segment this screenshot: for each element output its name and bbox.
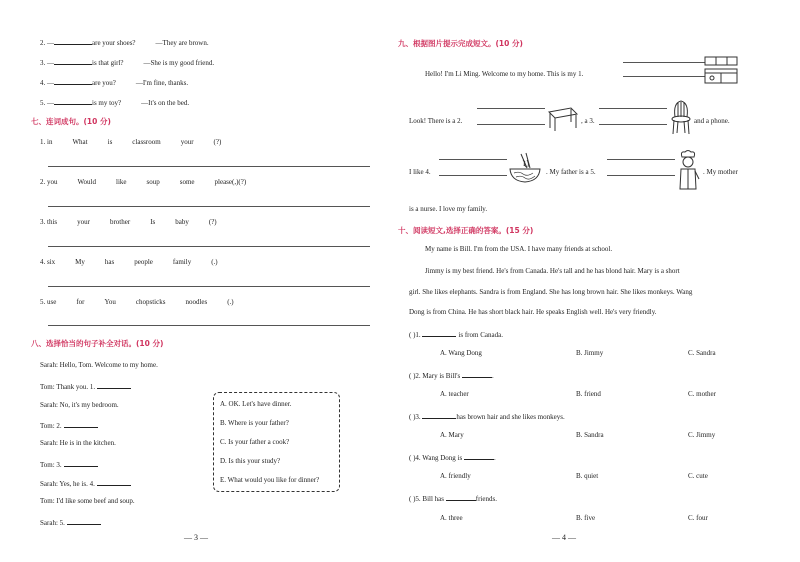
answer-line[interactable] [607, 159, 675, 160]
answer-blank[interactable] [54, 77, 92, 85]
answer-line[interactable] [623, 76, 705, 77]
answer-line[interactable] [48, 206, 370, 207]
answer-line[interactable] [477, 108, 545, 109]
s9-nurse: is a nurse. I love my family. [409, 205, 488, 213]
answer-line[interactable] [607, 175, 675, 176]
answer-blank[interactable] [64, 420, 98, 428]
s9-like: I like 4. [409, 168, 431, 176]
dialogue-line: Sarah: Hello, Tom. Welcome to my home. [40, 361, 158, 369]
cook-icon [676, 149, 700, 191]
answer-blank[interactable] [464, 452, 494, 460]
answer-line[interactable] [599, 108, 667, 109]
answer-blank[interactable] [64, 459, 98, 467]
fill-item: 2. — are your shoes? —They are brown. [40, 39, 209, 47]
answer-blank[interactable] [446, 493, 476, 501]
s9-look: Look! There is a 2. [409, 117, 463, 125]
answer-blank[interactable] [54, 57, 92, 65]
answer-blank[interactable] [97, 381, 131, 389]
question: ( )3. has brown hair and she likes monkeys. [409, 413, 565, 421]
answer-blank[interactable] [97, 478, 131, 486]
answer-line[interactable] [623, 62, 705, 63]
section-7-title: 七、连词成句。(10 分) [31, 117, 111, 126]
option[interactable]: A. teacher [440, 390, 469, 398]
answer-line[interactable] [48, 166, 370, 167]
answer-blank[interactable] [54, 97, 92, 105]
question: ( )1. is from Canada. [409, 331, 503, 339]
chair-icon [670, 99, 692, 135]
dialogue-line: Sarah: No, it's my bedroom. [40, 401, 119, 409]
option: D. Is this your study? [220, 457, 281, 465]
page-number: — 3 — [184, 533, 208, 542]
answer-line[interactable] [48, 286, 370, 287]
option[interactable]: C. Jimmy [688, 431, 716, 439]
answer-blank[interactable] [422, 329, 456, 337]
s9-a3: , a 3. [581, 117, 595, 125]
word-order-item: 2. you Would like soup some please(,)(?) [40, 178, 247, 186]
answer-blank[interactable] [67, 517, 101, 525]
page-number: — 4 — [552, 533, 576, 542]
answer-line[interactable] [439, 175, 507, 176]
option: E. What would you like for dinner? [220, 476, 320, 484]
s9-line-1: Hello! I'm Li Ming. Welcome to my home. This is my 1. [425, 70, 584, 78]
answer-blank[interactable] [422, 411, 456, 419]
section-10-title: 十、阅读短文,选择正确的答案。(15 分) [398, 226, 534, 235]
answer-line[interactable] [599, 124, 667, 125]
passage-line: girl. She likes elephants. Sandra is from England. She has long brown hair. She likes monkeys. Wang [409, 288, 693, 296]
dialogue-line: Tom: 2. [40, 420, 98, 430]
fill-item: 4. — are you? —I'm fine, thanks. [40, 79, 189, 87]
word-order-item: 4. six My has people family (.) [40, 258, 218, 266]
s9-father: . My father is a 5. [546, 168, 596, 176]
dialogue-line: Tom: I'd like some beef and soup. [40, 497, 135, 505]
fill-item: 3. — is that girl? —She is my good friend. [40, 59, 215, 67]
dialogue-line: Sarah: Yes, he is. 4. [40, 478, 131, 488]
answer-line[interactable] [477, 124, 545, 125]
option[interactable]: B. Sandra [576, 431, 604, 439]
option[interactable]: B. quiet [576, 472, 599, 480]
option: A. OK. Let's have dinner. [220, 400, 292, 408]
word-order-item: 3. this your brother Is baby (?) [40, 218, 217, 226]
option[interactable]: B. Jimmy [576, 349, 604, 357]
fill-item: 5. — is my toy? —It's on the bed. [40, 99, 190, 107]
question: ( )2. Mary is Bill's . [409, 372, 494, 380]
option: C. Is your father a cook? [220, 438, 290, 446]
option[interactable]: C. mother [688, 390, 716, 398]
word-order-item: 1. in What is classroom your (?) [40, 138, 222, 146]
option[interactable]: B. friend [576, 390, 601, 398]
option[interactable]: B. five [576, 514, 596, 522]
option[interactable]: C. cute [688, 472, 708, 480]
s9-phone: and a phone. [694, 117, 730, 125]
passage-line: My name is Bill. I'm from the USA. I have many friends at school. [425, 245, 613, 253]
answer-blank[interactable] [54, 37, 92, 45]
section-9-title: 九、根据图片提示完成短文。(10 分) [398, 39, 523, 48]
question: ( )5. Bill has friends. [409, 495, 497, 503]
option[interactable]: A. Mary [440, 431, 464, 439]
answer-line[interactable] [439, 159, 507, 160]
option[interactable]: A. Wang Dong [440, 349, 482, 357]
option[interactable]: C. four [688, 514, 708, 522]
option[interactable]: A. friendly [440, 472, 471, 480]
answer-line[interactable] [48, 325, 370, 326]
option[interactable]: A. three [440, 514, 463, 522]
section-8-title: 八、选择恰当的句子补全对话。(10 分) [31, 339, 164, 348]
noodles-bowl-icon [507, 152, 543, 184]
question: ( )4. Wang Dong is . [409, 454, 496, 462]
dialogue-line: Tom: Thank you. 1. [40, 381, 131, 391]
passage-line: Jimmy is my best friend. He's from Canada. He's tall and he has blond hair. Mary is a short [425, 267, 680, 275]
passage-line: Dong is from China. He has short black hair. He speaks English well. He's very friendly. [409, 308, 657, 316]
option: B. Where is your father? [220, 419, 289, 427]
options-box [213, 392, 340, 492]
option[interactable]: C. Sandra [688, 349, 716, 357]
dialogue-line: Sarah: 5. [40, 517, 101, 527]
word-order-item: 5. use for You chopsticks noodles (.) [40, 298, 234, 306]
answer-line[interactable] [48, 246, 370, 247]
dialogue-line: Tom: 3. [40, 459, 98, 469]
answer-blank[interactable] [462, 370, 492, 378]
s9-mother: . My mother [703, 168, 738, 176]
dialogue-line: Sarah: He is in the kitchen. [40, 439, 116, 447]
table-icon [547, 106, 579, 132]
kitchen-icon [704, 56, 738, 84]
